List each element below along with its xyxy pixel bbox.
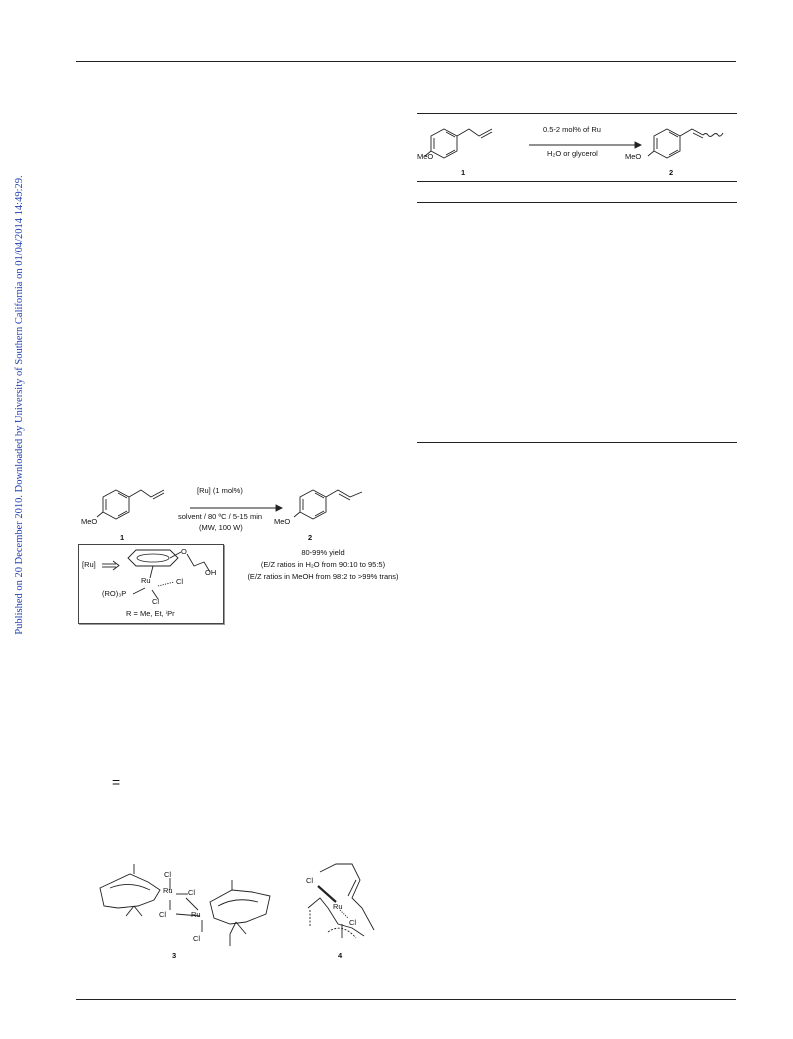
scheme-right-meo-2: MeO bbox=[625, 152, 642, 161]
complex-3-cl-right: Cl bbox=[188, 888, 196, 897]
catalyst-tag: [Ru] bbox=[82, 560, 96, 569]
complex-4-cl-2: Cl bbox=[349, 918, 357, 927]
scheme-left-ratio-water: (E/Z ratios in H₂O from 90:10 to 95:5) bbox=[260, 560, 386, 569]
scheme-left-reagent-2: solvent / 80 ºC / 5-15 min bbox=[178, 512, 263, 521]
complex-4-cl-1: Cl bbox=[306, 876, 314, 885]
catalyst-oxygen: O bbox=[181, 547, 187, 556]
scheme-right-meo-1: MeO bbox=[417, 152, 434, 161]
complex-3-cl-left: Cl bbox=[159, 910, 167, 919]
catalyst-hydroxyl: OH bbox=[205, 568, 217, 577]
scheme-left-reagent-1: [Ru] (1 mol%) bbox=[197, 486, 243, 495]
complex-3-ru-2: Ru bbox=[191, 910, 201, 919]
scheme-right-solvent: H₂O or glycerol bbox=[547, 149, 598, 158]
scheme-left-reagent-3: (MW, 100 W) bbox=[199, 523, 243, 532]
catalyst-phosphite: (RO)₃P bbox=[102, 589, 127, 598]
catalyst-cl-1: Cl bbox=[176, 577, 184, 586]
complex-3-label: 3 bbox=[172, 951, 177, 960]
complex-4-drawing bbox=[298, 858, 388, 953]
scheme-right-mid-rule bbox=[417, 181, 737, 182]
scheme-right-reagent: 0.5-2 mol% of Ru bbox=[543, 125, 601, 134]
catalyst-r-groups: R = Me, Et, ⁱPr bbox=[126, 609, 175, 618]
footer-rule bbox=[76, 999, 736, 1000]
catalyst-ru: Ru bbox=[141, 576, 151, 585]
complex-3-drawing bbox=[90, 860, 290, 955]
complex-4-ru: Ru bbox=[333, 902, 343, 911]
scheme-left-compound-2: 2 bbox=[308, 533, 313, 542]
benzene-ring-1 bbox=[431, 129, 457, 158]
benzene-ring-left-2 bbox=[300, 490, 326, 519]
download-watermark bbox=[14, 170, 26, 640]
header-rule bbox=[76, 61, 736, 62]
complex-4-label: 4 bbox=[338, 951, 343, 960]
complex-3-ru-1: Ru bbox=[163, 886, 173, 895]
complex-3-cl-bottom: Cl bbox=[193, 934, 201, 943]
scheme-left-meo-2: MeO bbox=[274, 517, 291, 526]
scheme-left-yield: 80-99% yield bbox=[301, 548, 345, 557]
scheme-right-compound-2: 2 bbox=[669, 168, 674, 177]
chain-upper bbox=[320, 864, 374, 930]
watermark-text: Published on 20 December 2010. Downloaded by University of Southern California on 01/04/2014 14:49:29. bbox=[14, 175, 25, 635]
benzene-ring-2 bbox=[654, 129, 680, 158]
scheme-left-compound-1: 1 bbox=[120, 533, 125, 542]
ring-left bbox=[100, 874, 160, 908]
scheme-right-compound-1: 1 bbox=[461, 168, 466, 177]
scheme-right-bottom-rule bbox=[417, 442, 737, 443]
scheme-right-rule-2 bbox=[417, 202, 737, 203]
equals-symbol: = bbox=[112, 774, 121, 790]
benzene-ring-left-1 bbox=[103, 490, 129, 519]
scheme-left-meo-1: MeO bbox=[81, 517, 98, 526]
catalyst-cl-2: Cl bbox=[152, 597, 160, 606]
ring-right bbox=[210, 890, 270, 924]
scheme-left-ratio-meoh: (E/Z ratios in MeOH from 98:2 to >99% trans) bbox=[247, 572, 399, 581]
complex-3-cl-top: Cl bbox=[164, 870, 172, 879]
